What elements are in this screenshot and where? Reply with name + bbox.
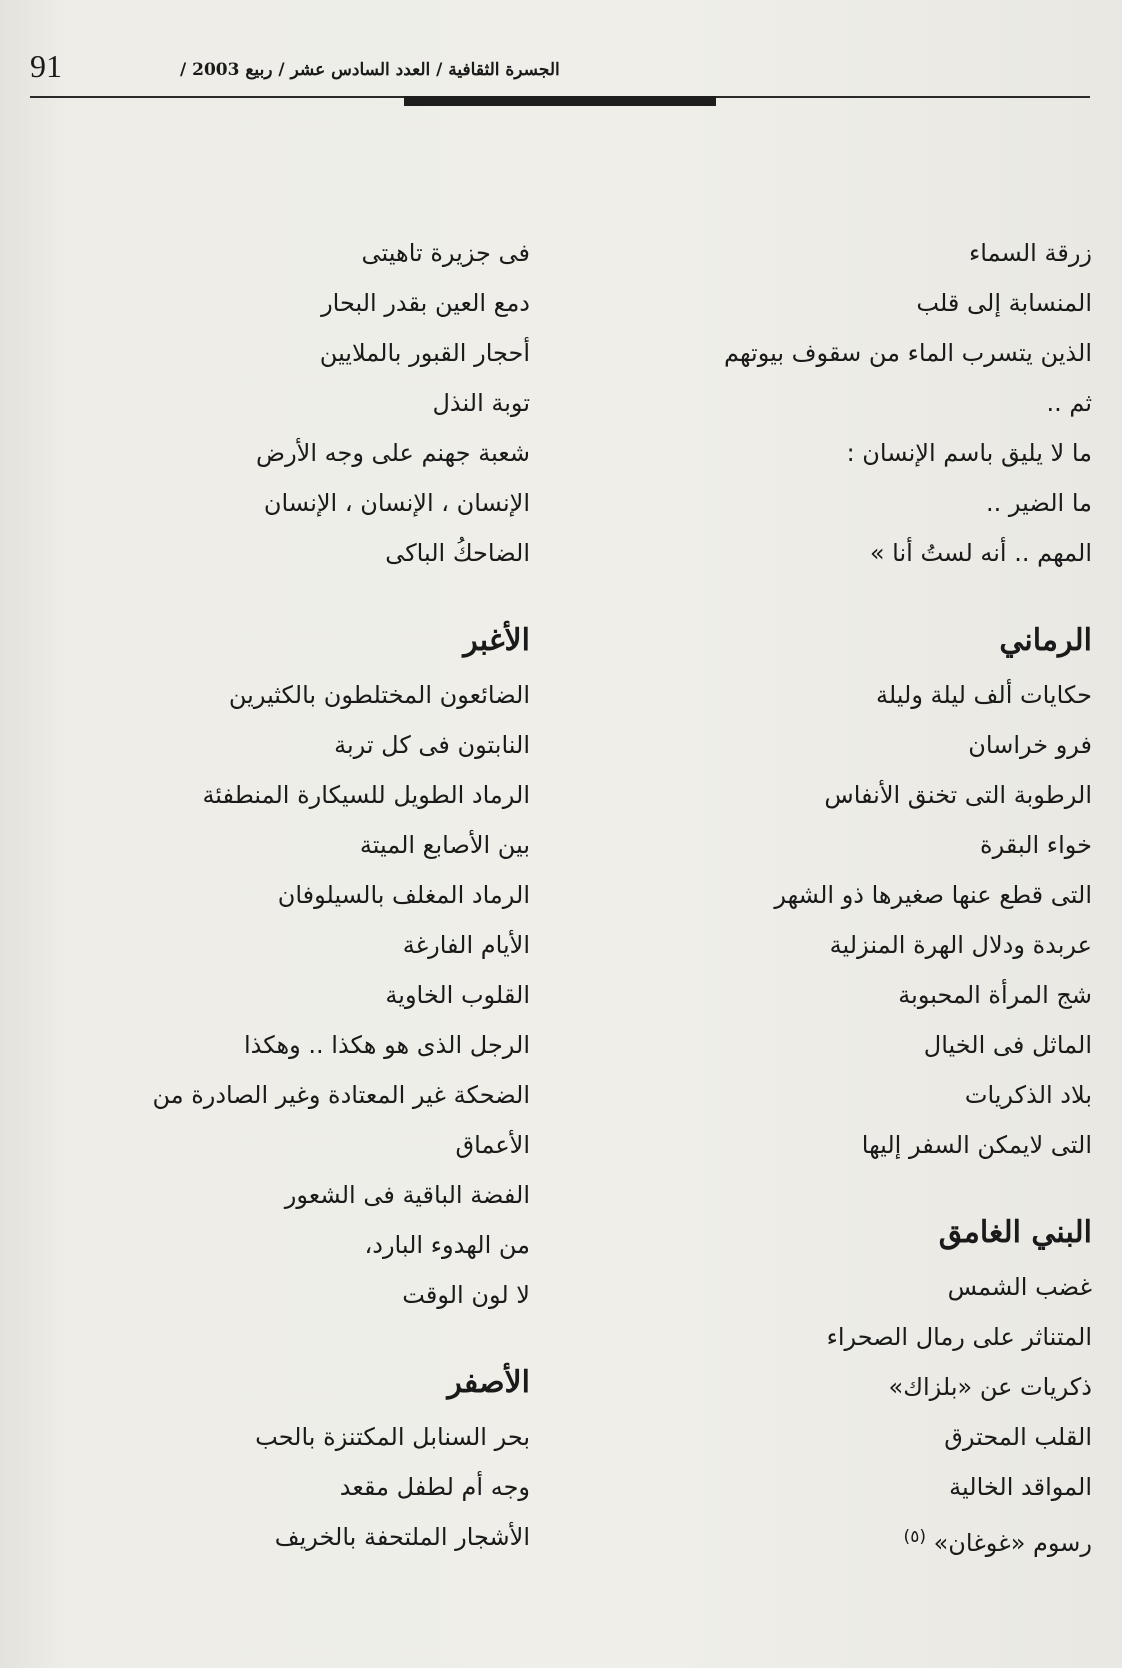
poem-line: ما لا يليق باسم الإنسان : xyxy=(846,439,1092,467)
page-number: 91 xyxy=(30,48,62,84)
poem-line: الماثل فى الخيال xyxy=(923,1031,1092,1059)
poem-line: ذكريات عن «بلزاك» xyxy=(888,1373,1092,1401)
running-title: الجسرة الثقافية / العدد السادس عشر / ربيع 2003 / xyxy=(180,60,560,80)
poem-line: خواء البقرة xyxy=(980,831,1092,859)
poem-line: ثم .. xyxy=(1046,389,1092,417)
poem-line: الإنسان ، الإنسان ، الإنسان xyxy=(263,489,530,517)
poem-line: غضب الشمس xyxy=(947,1273,1092,1301)
poem-line: التى لايمكن السفر إليها xyxy=(861,1131,1092,1159)
section-heading: الأغبر xyxy=(463,623,530,658)
poem-line: الضحكة غير المعتادة وغير الصادرة من xyxy=(152,1081,530,1109)
page-header xyxy=(30,44,1090,94)
poem-line: أحجار القبور بالملايين xyxy=(319,339,530,367)
poem-line: الضائعون المختلطون بالكثيرين xyxy=(228,681,530,709)
poem-line: المهم .. أنه لستُ أنا » xyxy=(869,539,1092,567)
poem-line: حكايات ألف ليلة وليلة xyxy=(875,681,1092,709)
poem-line: دمع العين بقدر البحار xyxy=(321,289,530,317)
poem-column-right xyxy=(592,228,1092,1562)
poem-line: بين الأصابع الميتة xyxy=(359,831,530,859)
stanza-gap xyxy=(592,1170,1092,1204)
section-heading: الأصفر xyxy=(447,1365,530,1400)
poem-line: عربدة ودلال الهرة المنزلية xyxy=(829,931,1092,959)
section-heading: الرماني xyxy=(999,623,1092,658)
stanza-gap xyxy=(90,1320,530,1354)
stanza-gap xyxy=(90,578,530,612)
poem-line: المنسابة إلى قلب xyxy=(916,289,1092,317)
poem-column-left xyxy=(90,228,530,1562)
poem-line: الأعماق xyxy=(455,1131,530,1159)
poem-line: من الهدوء البارد، xyxy=(364,1231,530,1259)
poem-line: فى جزيرة تاهيتى xyxy=(361,239,530,267)
poem-line: التى قطع عنها صغيرها ذو الشهر xyxy=(774,881,1092,909)
poem-line: القلب المحترق xyxy=(944,1423,1092,1451)
header-rule-bar xyxy=(404,96,716,106)
poem-line: الرماد المغلف بالسيلوفان xyxy=(277,881,530,909)
stanza-gap xyxy=(592,578,1092,612)
poem-line: ما الضير .. xyxy=(986,489,1092,517)
poem-line: فرو خراسان xyxy=(968,731,1092,759)
poem-line: بحر السنابل المكتنزة بالحب xyxy=(255,1423,530,1451)
poem-line: وجه أم لطفل مقعد xyxy=(339,1473,530,1501)
poem-line: توبة النذل xyxy=(432,389,530,417)
poem-line: النابتون فى كل تربة xyxy=(334,731,530,759)
section-heading: البني الغامق xyxy=(938,1215,1092,1250)
poem-line: الأشجار الملتحفة بالخريف xyxy=(274,1523,530,1551)
poem-line: القلوب الخاوية xyxy=(385,981,530,1009)
poem-line: لا لون الوقت xyxy=(402,1281,530,1309)
poem-line: شعبة جهنم على وجه الأرض xyxy=(256,439,530,467)
poem-line: الفضة الباقية فى الشعور xyxy=(284,1181,530,1209)
poem-line: الأيام الفارغة xyxy=(402,931,530,959)
poem-line-text: رسوم «غوغان» xyxy=(933,1529,1092,1557)
poem-line: شج المرأة المحبوبة xyxy=(898,981,1092,1009)
poem-line: الرماد الطويل للسيكارة المنطفئة xyxy=(202,781,530,809)
poem-line: زرقة السماء xyxy=(968,239,1092,267)
poem-line: المواقد الخالية xyxy=(949,1473,1092,1501)
poem-line: الذين يتسرب الماء من سقوف بيوتهم xyxy=(724,339,1092,367)
poem-line: المتناثر على رمال الصحراء xyxy=(826,1323,1092,1351)
poem-line: بلاد الذكريات xyxy=(964,1081,1092,1109)
footnote-marker: (٥) xyxy=(903,1527,926,1547)
poem-line: الرجل الذى هو هكذا .. وهكذا xyxy=(244,1031,530,1059)
poem-line: الضاحكُ الباكى xyxy=(385,539,530,567)
poem-last-line xyxy=(592,1512,1092,1562)
poem-line: الرطوبة التى تخنق الأنفاس xyxy=(824,781,1092,809)
